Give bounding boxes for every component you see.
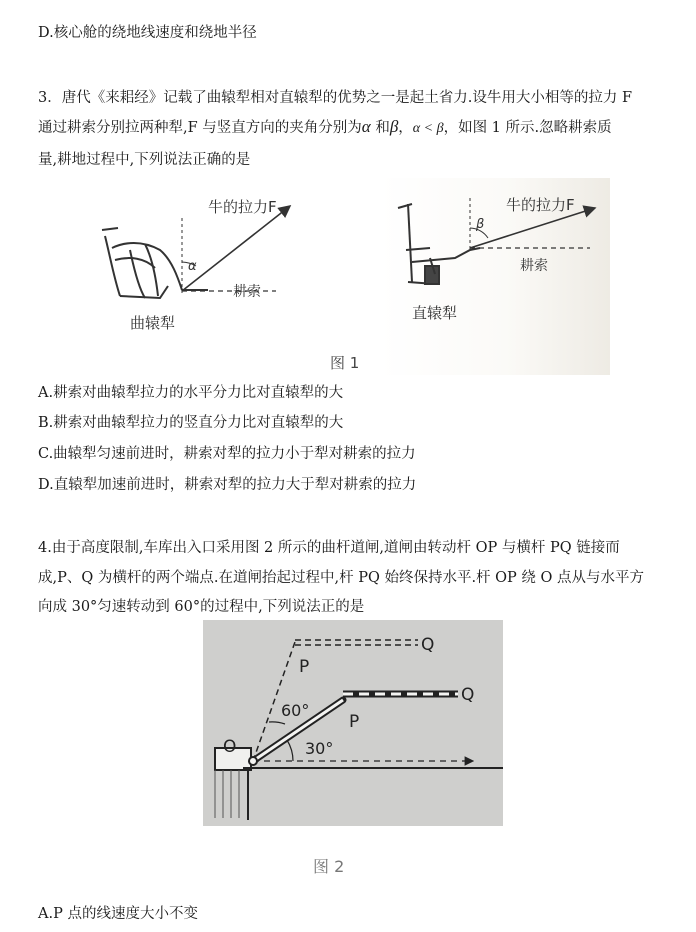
pivot-o xyxy=(249,757,257,765)
q3-option-a: A.耕索对曲辕犁拉力的水平分力比对直辕犁的大 xyxy=(38,385,344,401)
label-o: O xyxy=(223,737,237,757)
angle-30-label: 30° xyxy=(305,739,334,758)
left-force-arrow xyxy=(182,206,290,291)
left-plow-label: 曲辕犁 xyxy=(130,314,176,332)
figure-1-caption: 图 1 xyxy=(330,354,360,372)
q3-line2-part-c: ， xyxy=(398,120,413,136)
q3-text-line-1: 3．唐代《来耜经》记载了曲辕犁相对直辕犁的优势之一是起土省力.设牛用大小相等的拉力 F xyxy=(38,90,633,106)
q4-option-a: A.P 点的线速度大小不变 xyxy=(38,906,198,922)
left-angle-alpha-label: α xyxy=(188,259,197,274)
q4-text-line-3: 向成 30°匀速转动到 60°的过程中,下列说法正的是 xyxy=(38,599,365,615)
q3-text-line-2 xyxy=(38,116,612,137)
q2-option-d: D.核心舱的绕地线速度和绕地半径 xyxy=(38,25,257,41)
q3-line2-part-a: 通过耕索分别拉两种犁,F 与竖直方向的夹角分别为 xyxy=(38,120,362,136)
figure-1-scan-shade xyxy=(380,178,610,375)
label-q-upper: Q xyxy=(421,635,435,655)
beta-symbol: β xyxy=(389,117,399,136)
q4-text-line-2: 成,P、Q 为横杆的两个端点.在道闸抬起过程中,杆 PQ 始终保持水平.杆 OP 绕 O 点从与水平方 xyxy=(38,570,645,586)
angle-60-label: 60° xyxy=(281,701,310,720)
q3-line2-part-b: 和 xyxy=(370,120,390,136)
right-plow-label: 直辕犁 xyxy=(412,304,458,322)
left-rope-label: 耕索 xyxy=(233,284,261,300)
label-q-lower: Q xyxy=(461,685,475,705)
right-angle-beta-label: β xyxy=(476,217,485,232)
q3-text-line-3: 量,耕地过程中,下列说法正确的是 xyxy=(38,152,251,168)
right-rope-label: 耕索 xyxy=(520,258,548,274)
right-force-label: 牛的拉力F xyxy=(506,196,575,214)
q3-option-c: C.曲辕犁匀速前进时，耕索对犁的拉力小于犁对耕索的拉力 xyxy=(38,446,416,462)
q4-text-line-1: 4.由于高度限制,车库出入口采用图 2 所示的曲杆道闸,道闸由转动杆 OP 与横杆 PQ 链接而 xyxy=(38,540,620,556)
q3-line2-part-d: ，如图 1 所示.忽略耕索质 xyxy=(443,120,612,136)
alpha-symbol: α xyxy=(361,117,371,136)
q3-option-d: D.直辕犁加速前进时，耕索对犁的拉力大于犁对耕索的拉力 xyxy=(38,477,417,493)
figure-1-plows xyxy=(90,178,610,375)
figure-2-barrier-gate xyxy=(203,620,503,880)
label-p-lower: P xyxy=(349,712,360,732)
label-p-upper: P xyxy=(299,657,310,677)
figure-2-caption: 图 2 xyxy=(313,857,345,876)
alpha-beta-inequality: α < β xyxy=(412,121,444,136)
q3-option-b: B.耕索对曲辕犁拉力的竖直分力比对直辕犁的大 xyxy=(38,415,344,431)
left-force-label: 牛的拉力F xyxy=(208,198,277,216)
